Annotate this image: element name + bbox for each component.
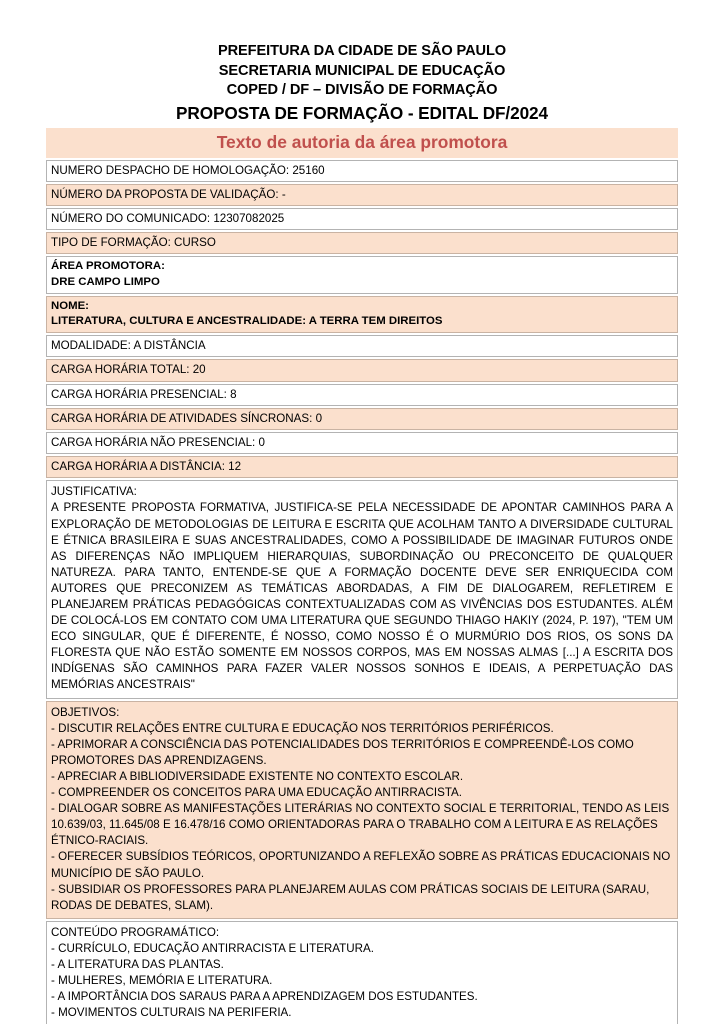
- field-row-numero-proposta: [46, 184, 678, 206]
- objetivos-item: - OFERECER SUBSÍDIOS TEÓRICOS, OPORTUNIZANDO A REFLEXÃO SOBRE AS PRÁTICAS EDUCACIONAIS NO MUNICÍPIO DE SÃO PAULO.: [51, 850, 671, 880]
- section-justificativa: [46, 480, 678, 698]
- field-nome-label: NOME:: [51, 299, 89, 312]
- field-tipo-formacao: TIPO DE FORMAÇÃO: CURSO: [51, 236, 216, 250]
- field-numero-despacho: NUMERO DESPACHO DE HOMOLOGAÇÃO: 25160: [51, 163, 325, 177]
- field-area-promotora-label: ÁREA PROMOTORA:: [51, 260, 165, 273]
- header-line-prefeitura: PREFEITURA DA CIDADE DE SÃO PAULO: [217, 43, 507, 59]
- conteudo-item: - CURRÍCULO, EDUCAÇÃO ANTIRRACISTA E LITERATURA.: [51, 941, 374, 955]
- field-row-carga-total: [46, 359, 678, 381]
- objetivos-item: - APRIMORAR A CONSCIÊNCIA DAS POTENCIALIDADES DOS TERRITÓRIOS E COMPREENDÊ-LOS COMO PROMOTORES DAS APRENDIZAGENS.: [51, 737, 634, 767]
- objetivos-label: OBJETIVOS:: [51, 705, 120, 719]
- header-line-secretaria: SECRETARIA MUNICIPAL DE EDUCAÇÃO: [218, 62, 506, 79]
- conteudo-item: - A IMPORTÂNCIA DOS SARAUS PARA A APRENDIZAGEM DOS ESTUDANTES.: [51, 990, 478, 1004]
- field-row-carga-nao-presencial: [46, 432, 678, 454]
- field-carga-distancia: CARGA HORÁRIA A DISTÂNCIA: 12: [51, 460, 242, 474]
- field-carga-nao-presencial: CARGA HORÁRIA NÃO PRESENCIAL: 0: [51, 435, 265, 449]
- field-modalidade: MODALIDADE: A DISTÂNCIA: [51, 339, 206, 353]
- objetivos-item: - APRECIAR A BIBLIODIVERSIDADE EXISTENTE NO CONTEXTO ESCOLAR.: [51, 769, 464, 783]
- justificativa-label: JUSTIFICATIVA:: [51, 485, 137, 499]
- section-conteudo-programatico: [46, 921, 678, 1024]
- field-row-carga-sincronas: [46, 408, 678, 430]
- field-row-numero-despacho: [46, 160, 678, 182]
- objetivos-item: - COMPREENDER OS CONCEITOS PARA UMA EDUCAÇÃO ANTIRRACISTA.: [51, 786, 462, 800]
- conteudo-label: CONTEÚDO PROGRAMÁTICO:: [51, 925, 220, 939]
- section-objetivos: [46, 701, 678, 919]
- conteudo-item: - MOVIMENTOS CULTURAIS NA PERIFERIA.: [51, 1006, 292, 1020]
- field-carga-presencial: CARGA HORÁRIA PRESENCIAL: 8: [51, 387, 237, 401]
- document-header: [0, 0, 724, 125]
- field-row-area-promotora: [46, 256, 678, 293]
- field-row-nome: [46, 296, 678, 333]
- field-carga-sincronas: CARGA HORÁRIA DE ATIVIDADES SÍNCRONAS: 0: [51, 411, 323, 425]
- objetivos-item: - SUBSIDIAR OS PROFESSORES PARA PLANEJAREM AULAS COM PRÁTICAS SOCIAIS DE LEITURA (SARAU, RODAS DE DEBATES, SLAM).: [51, 882, 650, 912]
- header-line-coped: COPED / DF – DIVISÃO DE FORMAÇÃO: [226, 82, 498, 98]
- field-area-promotora-value: DRE CAMPO LIMPO: [51, 275, 160, 288]
- authorship-banner: [46, 128, 678, 158]
- field-row-carga-presencial: [46, 384, 678, 406]
- field-numero-proposta: NÚMERO DA PROPOSTA DE VALIDAÇÃO: -: [51, 187, 286, 201]
- header-line-proposta: PROPOSTA DE FORMAÇÃO - EDITAL DF/2024: [176, 102, 548, 123]
- conteudo-item: - A LITERATURA DAS PLANTAS.: [51, 957, 224, 971]
- justificativa-text: A PRESENTE PROPOSTA FORMATIVA, JUSTIFICA-SE PELA NECESSIDADE DE APONTAR CAMINHOS PARA A EXPLORAÇÃO DE METODOLOGIAS DE LEITURA E ESCRITA QUE ACOLHAM TANTO A DIVERSIDADE CULTURAL E ÉTNICA BRASILEIRA E SUAS ANCESTRALIDADES, COMO A POSSIBILIDADE DE IMAGINAR FUTUROS ONDE AS DIFERENÇAS NÃO IMPLIQUEM HIERARQUIAS, SUBORDINAÇÃO OU PRECONCEITO DE QUALQUER NATUREZA. PARA TANTO, ENTENDE-SE QUE A FORMAÇÃO DOCENTE DEVE SER ENRIQUECIDA COM AUTORES QUE PRECONIZEM AS TEMÁTICAS ABORDADAS, A FIM DE DIALOGAREM, REFLETIREM E PLANEJAREM PRÁTICAS PEDAGÓGICAS CONTEXTUALIZADAS COM AS VIVÊNCIAS DOS ESTUDANTES. ALÉM DE COLOCÁ-LOS EM CONTATO COM UMA LITERATURA QUE SEGUNDO THIAGO HAKIY (2024, P. 197), "TEM UM ECO SINGULAR, QUE É DIFERENTE, É NOSSO, COMO NOSSO É O MURMÚRIO DOS RIOS, OS SONS DA FLORESTA QUE NÃO ESTÃO SOMENTE EM NOSSOS CORPOS, MAS EM NOSSAS ALMAS [...] A ESCRITA DOS INDÍGENAS SÃO CAMINHOS PARA FAZER VALER NOSSOS SONHOS E IDEAIS, A PERPETUAÇÃO DAS MEMÓRIAS ANCESTRAIS": [51, 501, 673, 692]
- objetivos-item: - DIALOGAR SOBRE AS MANIFESTAÇÕES LITERÁRIAS NO CONTEXTO SOCIAL E TERRITORIAL, TENDO AS LEIS 10.639/03, 11.645/08 E 16.478/16 COMO ORIENTADORAS PARA O TRABALHO COM A LEITURA E AS RELAÇÕES ÉTNICO-RACIAIS.: [51, 802, 670, 848]
- field-row-tipo-formacao: [46, 232, 678, 254]
- field-carga-total: CARGA HORÁRIA TOTAL: 20: [51, 363, 206, 377]
- field-row-numero-comunicado: [46, 208, 678, 230]
- proposal-fields-table: [46, 160, 678, 1024]
- banner-title: Texto de autoria da área promotora: [216, 131, 508, 152]
- field-nome-value: LITERATURA, CULTURA E ANCESTRALIDADE: A TERRA TEM DIREITOS: [51, 314, 443, 327]
- field-numero-comunicado: NÚMERO DO COMUNICADO: 12307082025: [51, 211, 285, 225]
- field-row-carga-distancia: [46, 456, 678, 478]
- objetivos-item: - DISCUTIR RELAÇÕES ENTRE CULTURA E EDUCAÇÃO NOS TERRITÓRIOS PERIFÉRICOS.: [51, 721, 554, 735]
- field-row-modalidade: [46, 335, 678, 357]
- conteudo-item: - MULHERES, MEMÓRIA E LITERATURA.: [51, 974, 273, 988]
